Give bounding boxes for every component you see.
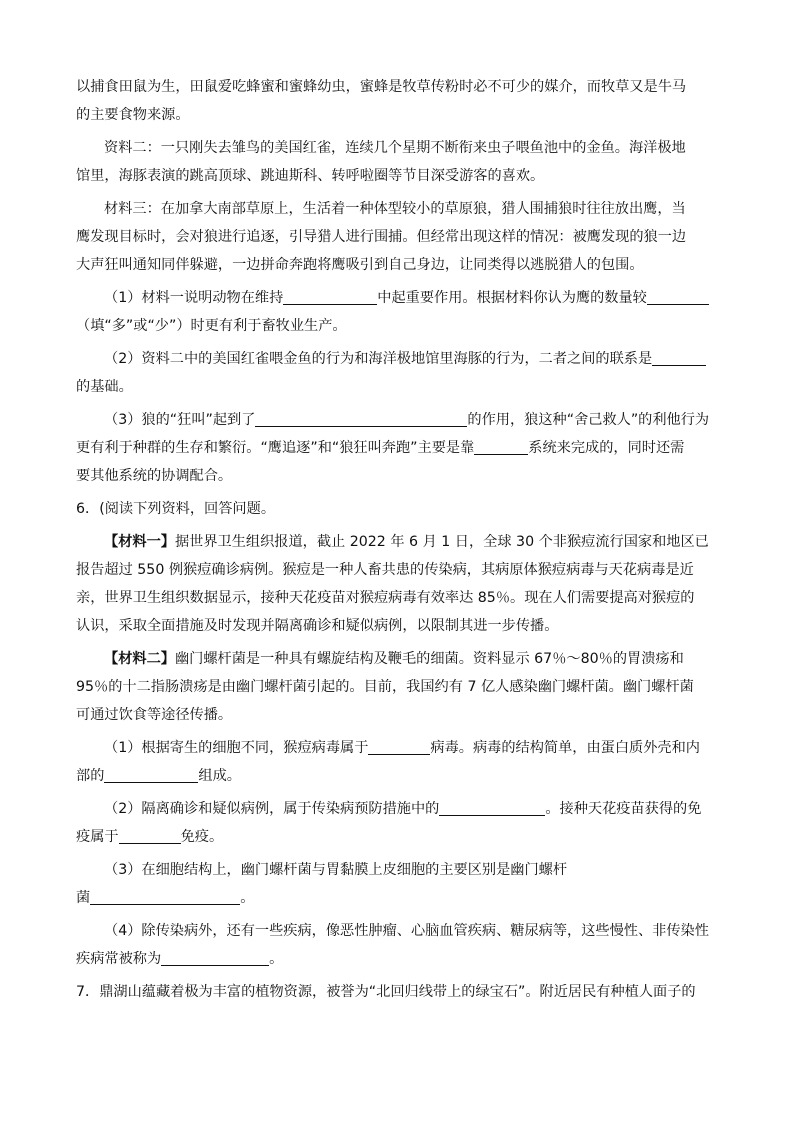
question-number-text: 7．鼎湖山蕴藏着极为丰富的植物资源，被誉为“北回归线带上的绿宝石”。附近居民有种植人面子的 (76, 984, 696, 1000)
paragraph-text: 报告超过 550 例猴痘确诊病例。猴痘是一种人畜共患的传染病，其病原体猴痘病毒与天花病毒是近 (76, 562, 694, 578)
answer-blank[interactable] (474, 436, 528, 455)
paragraph-text: 大声狂叫通知同伴躲避，一边拼命奔跑将鹰吸引到自己身边，让同类得以逃脱猎人的包围。 (76, 257, 644, 273)
question-text: 更有利于种群的生存和繁衍。“鹰追逐”和“狼狂叫奔跑”主要是靠 (76, 440, 475, 456)
question-line (76, 734, 724, 762)
question-text: 部的 (76, 768, 105, 784)
question-line (76, 373, 724, 401)
text-line (76, 134, 724, 162)
question-text: 免疫。 (180, 829, 224, 845)
question-text: 。 (240, 890, 255, 906)
answer-blank[interactable] (119, 825, 181, 844)
text-line (76, 251, 724, 279)
question-text: 的基础。 (76, 379, 133, 395)
question-text: （2）隔离确诊和疑似病例，属于传染病预防措施中的 (104, 801, 440, 817)
paragraph-text: 认识，采取全面措施及时发现并隔离确诊和疑似病例，以限制其进一步传播。 (76, 618, 559, 634)
question-text: 疫属于 (76, 829, 119, 845)
question-line (76, 917, 724, 945)
question-text: （填“多”或“少”）时更有利于畜牧业生产。 (76, 318, 347, 334)
text-line (76, 73, 724, 101)
question-text: 菌 (76, 890, 91, 906)
question-text: 的作用，狼这种“舍己救人”的利他行为 (467, 412, 710, 428)
paragraph-text: 可通过饮食等途径传播。 (76, 707, 233, 723)
question-line (76, 284, 724, 312)
answer-blank[interactable] (255, 408, 467, 427)
question-text: （1）根据寄生的细胞不同，猴痘病毒属于 (104, 740, 369, 756)
question-line (76, 823, 724, 851)
question-text: （2）资料二中的美国红雀喂金鱼的行为和海洋极地馆里海豚的行为，二者之间的联系是 (104, 351, 653, 367)
paragraph-text: 95％的十二指肠溃疡是由幽门螺杆菌引起的。目前，我国约有 7 亿人感染幽门螺杆菌。幽门螺杆菌 (76, 679, 694, 695)
answer-blank[interactable] (90, 886, 240, 905)
question-text: （1）材料一说明动物在维持 (104, 290, 284, 306)
paragraph-text: 资料二：一只刚失去雏鸟的美国红雀，连续几个星期不断衔来虫子喂鱼池中的金鱼。海洋极地 (104, 140, 686, 156)
question-number-text: 6．(阅读下列资料，回答问题。 (76, 501, 276, 517)
question-line (76, 462, 724, 490)
question-text: 中起重要作用。根据材料你认为鹰的数量较 (377, 290, 647, 306)
text-line (76, 556, 724, 584)
question-line (76, 312, 724, 340)
question-line (76, 884, 724, 912)
question-text: 。接种天花疫苗获得的免 (545, 801, 702, 817)
text-line (76, 584, 724, 612)
text-line (76, 223, 724, 251)
question-text: 病毒。病毒的结构简单，由蛋白质外壳和内 (430, 740, 700, 756)
text-line (76, 528, 724, 556)
question-text: 系统来完成的，同时还需 (528, 440, 685, 456)
question-line (76, 762, 724, 790)
question-text: 要其他系统的协调配合。 (76, 468, 233, 484)
question-line (76, 406, 724, 434)
paragraph-text: 据世界卫生组织报道，截止 2022 年 6 月 1 日，全球 30 个非猴痘流行国家和地区已 (174, 534, 709, 550)
question-heading (76, 495, 724, 523)
answer-blank[interactable] (652, 347, 706, 366)
answer-blank[interactable] (368, 736, 430, 755)
question-line (76, 795, 724, 823)
text-line (76, 701, 724, 729)
question-line (76, 345, 724, 373)
text-line (76, 101, 724, 129)
answer-blank[interactable] (161, 947, 269, 966)
question-heading (76, 978, 724, 1006)
text-line (76, 162, 724, 190)
paragraph-text: 鹰发现目标时，会对狼进行追逐，引导猎人进行围捕。但经常出现这样的情况：被鹰发现的狼一边 (76, 229, 687, 245)
question-text: 组成。 (198, 768, 241, 784)
question-text: 疾病常被称为 (76, 951, 162, 967)
question-line (76, 434, 724, 462)
material-tag: 【材料二】 (104, 651, 175, 667)
answer-blank[interactable] (104, 764, 198, 783)
paragraph-text: 材料三：在加拿大南部草原上，生活着一种体型较小的草原狼，猎人围捕狼时往往放出鹰，当 (104, 201, 686, 217)
text-line (76, 645, 724, 673)
question-line (76, 856, 724, 884)
material-tag: 【材料一】 (104, 534, 175, 550)
paragraph-text: 以捕食田鼠为生，田鼠爱吃蜂蜜和蜜蜂幼虫，蜜蜂是牧草传粉时必不可少的媒介，而牧草又是牛马 (76, 79, 687, 95)
text-line (76, 673, 724, 701)
paragraph-text: 馆里，海豚表演的跳高顶球、跳迪斯科、转呼啦圈等节目深受游客的喜欢。 (76, 168, 545, 184)
question-text: （3）狼的“狂叫”起到了 (104, 412, 256, 428)
paragraph-text: 亲，世界卫生组织数据显示，接种天花疫苗对猴痘病毒有效率达 85％。现在人们需要提高对猴痘的 (76, 590, 695, 606)
document-page (76, 73, 724, 1006)
text-line (76, 612, 724, 640)
answer-blank[interactable] (647, 286, 709, 305)
question-text: 。 (269, 951, 284, 967)
text-line (76, 195, 724, 223)
question-line (76, 945, 724, 973)
paragraph-text: 的主要食物来源。 (76, 107, 190, 123)
answer-blank[interactable] (283, 286, 377, 305)
question-text: （4）除传染病外，还有一些疾病，像恶性肿瘤、心脑血管疾病、糖尿病等，这些慢性、非传染性 (104, 923, 709, 939)
paragraph-text: 幽门螺杆菌是一种具有螺旋结构及鞭毛的细菌。资料显示 67％～80％的胃溃疡和 (174, 651, 684, 667)
answer-blank[interactable] (439, 797, 545, 816)
question-text: （3）在细胞结构上，幽门螺杆菌与胃黏膜上皮细胞的主要区别是幽门螺杆 (104, 862, 568, 878)
